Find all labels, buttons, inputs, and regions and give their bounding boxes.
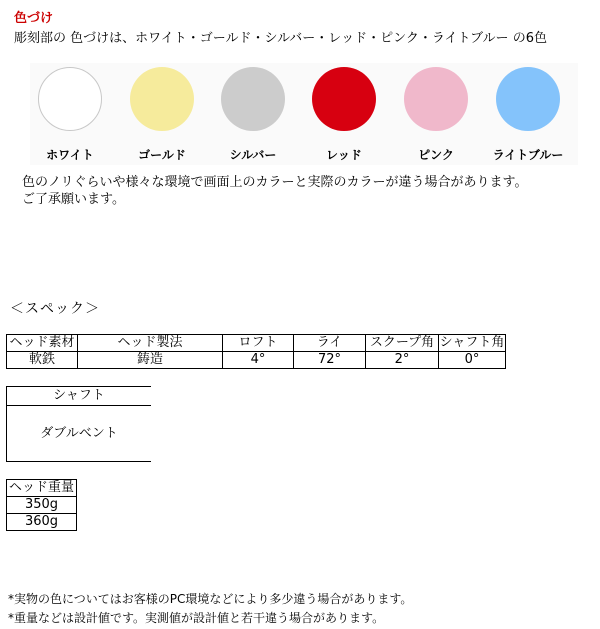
footnote-color: *実物の色についてはお客様のPC環境などにより多少違う場合があります。 [8, 592, 413, 606]
swatch-white [38, 67, 102, 131]
footnote-weight: *重量などは設計値です。実測値が設計値と若干違う場合があります。 [8, 611, 385, 625]
shaft-header: シャフト [7, 387, 151, 406]
swatch-label-silver: シルバー [229, 148, 277, 162]
spec-table-header-row [7, 335, 506, 352]
swatch-pink [404, 67, 468, 131]
head-weight-value-1: 350g [7, 497, 77, 514]
section-title-coloring: 色づけ [14, 11, 54, 26]
swatch-gold [130, 67, 194, 131]
spec-value-loft: 4° [223, 352, 294, 369]
head-weight-table [6, 479, 77, 531]
color-disclaimer-line-1: 色のノリぐらいや様々な環境で画面上のカラーと実際のカラーが違う場合があります。 [22, 175, 528, 190]
swatch-label-white: ホワイト [46, 148, 94, 162]
spec-value-head-material: 軟鉄 [7, 352, 78, 369]
spec-table-value-row [7, 352, 506, 369]
swatch-red [312, 67, 376, 131]
spec-table [6, 334, 506, 369]
head-weight-row [7, 497, 77, 514]
shaft-value: ダブルベント [40, 426, 118, 441]
swatch-label-red: レッド [326, 148, 362, 162]
swatch-label-gold: ゴールド [138, 148, 186, 162]
spec-header-scoop-angle: スクープ角 [366, 335, 439, 352]
swatch-silver [221, 67, 285, 131]
swatch-label-light-blue: ライトブルー [492, 148, 564, 162]
head-weight-header-row [7, 480, 77, 497]
spec-header-head-method: ヘッド製法 [78, 335, 223, 352]
spec-value-shaft-angle: 0° [439, 352, 506, 369]
color-disclaimer [22, 174, 527, 208]
spec-heading: ＜スペック＞ [10, 301, 100, 317]
head-weight-value-2: 360g [7, 514, 77, 531]
spec-header-lie: ライ [294, 335, 366, 352]
spec-header-shaft-angle: シャフト角 [439, 335, 505, 350]
shaft-table [6, 386, 151, 462]
color-disclaimer-line-2: ご了承願います。 [22, 192, 125, 207]
spec-header-head-material: ヘッド素材 [7, 335, 78, 352]
coloring-intro-text: 彫刻部の 色づけは、ホワイト・ゴールド・シルバー・レッド・ピンク・ライトブルー の6色 [14, 31, 547, 46]
spec-value-head-method: 鋳造 [78, 352, 223, 369]
spec-value-scoop-angle: 2° [366, 352, 439, 369]
head-weight-header: ヘッド重量 [7, 480, 77, 497]
swatch-label-pink: ピンク [418, 148, 454, 162]
swatch-light-blue [496, 67, 560, 131]
spec-header-loft: ロフト [223, 335, 294, 352]
spec-value-lie: 72° [294, 352, 366, 369]
head-weight-row [7, 514, 77, 531]
